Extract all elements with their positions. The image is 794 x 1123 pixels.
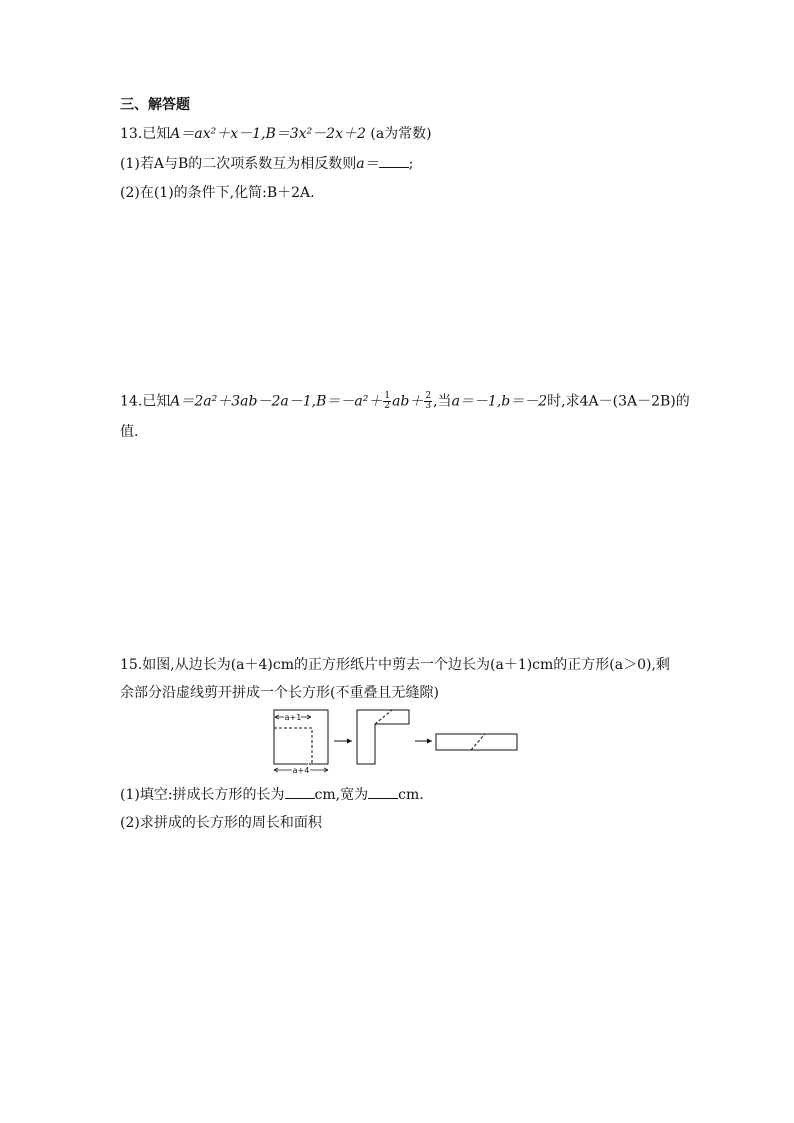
q13-expr-b: B＝3x²－2x＋2 — [265, 126, 366, 142]
result-rectangle — [436, 734, 517, 750]
q14-expr-b1: B＝－a²＋ — [316, 393, 383, 410]
q14-fraction-half — [383, 392, 391, 411]
inner-square-dashed — [274, 728, 312, 764]
q14-task: 时,求4A－(3A－2B)的 — [547, 393, 690, 410]
l-shape — [357, 710, 409, 764]
q14-fraction-two-thirds — [424, 392, 432, 411]
frac1-denominator: 2 — [384, 401, 391, 411]
q14-line2: 值. — [120, 424, 139, 440]
q14-expr-b3: ,当 — [433, 393, 452, 410]
q15-length-blank[interactable] — [285, 786, 315, 799]
q13-expr-a: A＝ax²＋x－1, — [170, 126, 266, 142]
q13-part1-end: ; — [408, 156, 414, 172]
rectangle-seam-line — [471, 734, 485, 750]
q14-expr-b2: ab＋ — [392, 393, 424, 410]
q13-part1-text: (1)若A与B的二次项系数互为相反数则 — [120, 156, 357, 172]
q13-stem-post: (a为常数) — [370, 126, 432, 142]
q15-part1-mid: cm,宽为 — [314, 787, 369, 803]
q15-part2: (2)求拼成的长方形的周长和面积 — [120, 815, 322, 831]
frac1-numerator: 1 — [384, 391, 391, 401]
q13-stem-pre: 已知 — [142, 126, 171, 142]
q14-expr-a: A＝2a²＋3ab－2a－1, — [170, 393, 317, 410]
q13-part2: (2)在(1)的条件下,化简:B＋2A. — [120, 185, 315, 201]
q13-answer-blank[interactable] — [379, 155, 409, 168]
q14-condition: a＝－1,b＝－2 — [451, 393, 548, 410]
q15-line2: 余部分沿虚线剪开拼成一个长方形(不重叠且无缝隙) — [120, 685, 439, 701]
q13-part1 — [120, 155, 413, 173]
q13-part1-var: a＝ — [356, 156, 379, 172]
frac2-denominator: 3 — [425, 401, 432, 411]
q15-part1 — [120, 786, 424, 804]
section-title: 三、解答题 — [120, 97, 190, 113]
q14-stem-pre: 已知 — [142, 393, 171, 410]
q15-width-blank[interactable] — [368, 786, 398, 799]
q14-stem — [120, 392, 690, 411]
frac2-numerator: 2 — [425, 391, 432, 401]
q13-stem — [120, 125, 432, 143]
q15-part1-post: cm. — [398, 787, 424, 803]
q13-number: 13. — [120, 126, 143, 142]
q15-line1: 15.如图,从边长为(a＋4)cm的正方形纸片中剪去一个边长为(a＋1)cm的正方形(a＞0),剩 — [120, 657, 670, 673]
l-shape-cut-line — [375, 710, 392, 724]
arrow-2-icon — [427, 739, 432, 744]
label-a-plus-4: a+4 — [292, 766, 310, 775]
arrow-1-icon — [347, 739, 352, 744]
label-a-plus-1: a+1 — [284, 713, 302, 722]
q14-number: 14. — [120, 393, 143, 410]
q15-part1-pre: (1)填空:拼成长方形的长为 — [120, 787, 285, 803]
q15-figure — [272, 708, 522, 776]
